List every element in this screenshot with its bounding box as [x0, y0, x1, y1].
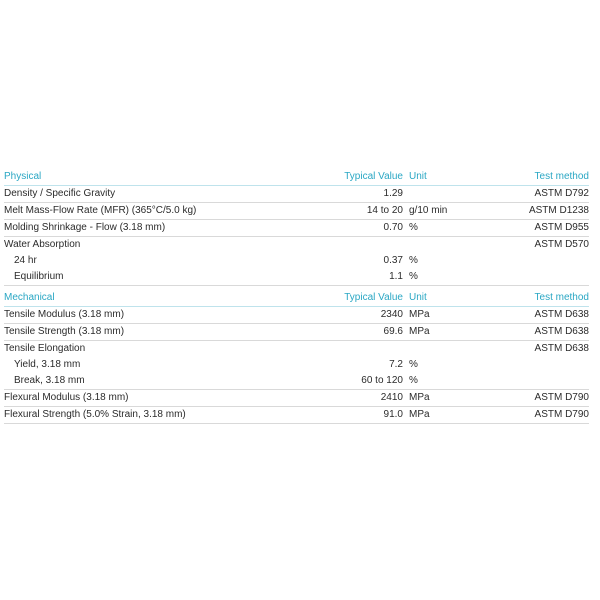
- property-unit: MPa: [406, 307, 464, 324]
- property-unit: MPa: [406, 324, 464, 341]
- property-value: 1.29: [322, 186, 406, 203]
- property-value: 69.6: [322, 324, 406, 341]
- property-unit: %: [406, 373, 464, 390]
- unit-column-header: Unit: [406, 169, 464, 186]
- test-method: ASTM D790: [464, 407, 589, 424]
- test-method: ASTM D638: [464, 324, 589, 341]
- property-value: 14 to 20: [322, 203, 406, 220]
- property-value: [322, 237, 406, 254]
- property-unit: %: [409, 255, 418, 266]
- property-label: Tensile Modulus (3.18 mm): [4, 307, 322, 324]
- property-value: 7.2: [389, 359, 403, 370]
- property-unit: g/10 min: [406, 203, 464, 220]
- table-row: [4, 307, 589, 324]
- property-unit: %: [409, 359, 418, 370]
- unit-column-header: Unit: [406, 286, 464, 307]
- test-method: ASTM D955: [464, 220, 589, 237]
- property-label: Density / Specific Gravity: [4, 186, 322, 203]
- table-row: [4, 237, 589, 254]
- property-value: [322, 341, 406, 358]
- test-method: ASTM D638: [534, 343, 589, 354]
- table-row: [4, 220, 589, 237]
- property-value: 1.1: [322, 269, 406, 286]
- test-method: [464, 253, 589, 269]
- table-row: [4, 324, 589, 341]
- property-label: Equilibrium: [4, 269, 322, 286]
- property-unit: MPa: [406, 407, 464, 424]
- property-value: 60 to 120: [322, 373, 406, 390]
- property-unit: MPa: [406, 390, 464, 407]
- test-method: ASTM D570: [534, 239, 589, 250]
- mechanical-heading: Mechanical: [4, 286, 322, 307]
- property-value: 2340: [322, 307, 406, 324]
- property-label: Molding Shrinkage - Flow (3.18 mm): [4, 220, 322, 237]
- test-method: ASTM D792: [464, 186, 589, 203]
- property-label: Break, 3.18 mm: [4, 373, 322, 390]
- property-label: Flexural Strength (5.0% Strain, 3.18 mm): [4, 407, 322, 424]
- method-column-header: Test method: [464, 286, 589, 307]
- table-row: [4, 407, 589, 424]
- value-column-header: Typical Value: [322, 286, 406, 307]
- property-unit: %: [406, 220, 464, 237]
- value-column-header: Typical Value: [322, 169, 406, 186]
- property-label: Tensile Strength (3.18 mm): [4, 324, 322, 341]
- table-row: [4, 373, 589, 390]
- test-method: ASTM D790: [464, 390, 589, 407]
- test-method: ASTM D638: [464, 307, 589, 324]
- method-column-header: Test method: [464, 169, 589, 186]
- property-sheet: [4, 169, 589, 424]
- test-method: [464, 269, 589, 286]
- property-label: Water Absorption: [4, 239, 81, 250]
- test-method: [464, 357, 589, 373]
- property-unit: [406, 186, 464, 203]
- table-row: [4, 341, 589, 358]
- property-value: 2410: [322, 390, 406, 407]
- table-row: [4, 390, 589, 407]
- property-label: Tensile Elongation: [4, 343, 86, 354]
- property-label: Melt Mass-Flow Rate (MFR) (365°C/5.0 kg): [4, 203, 322, 220]
- test-method: [464, 373, 589, 390]
- property-label: 24 hr: [14, 255, 37, 266]
- property-label: Flexural Modulus (3.18 mm): [4, 390, 322, 407]
- table-row: [4, 186, 589, 203]
- physical-header-row: [4, 169, 589, 186]
- property-unit: %: [406, 269, 464, 286]
- properties-table: [4, 169, 589, 424]
- table-row: [4, 357, 589, 373]
- mechanical-header-row: [4, 286, 589, 307]
- table-row: [4, 269, 589, 286]
- property-value: 0.70: [322, 220, 406, 237]
- property-value: 0.37: [383, 255, 403, 266]
- table-row: [4, 253, 589, 269]
- physical-heading: Physical: [4, 169, 322, 186]
- property-unit: [406, 341, 464, 358]
- property-unit: [406, 237, 464, 254]
- test-method: ASTM D1238: [464, 203, 589, 220]
- table-row: [4, 203, 589, 220]
- property-label: Yield, 3.18 mm: [14, 359, 81, 370]
- property-value: 91.0: [322, 407, 406, 424]
